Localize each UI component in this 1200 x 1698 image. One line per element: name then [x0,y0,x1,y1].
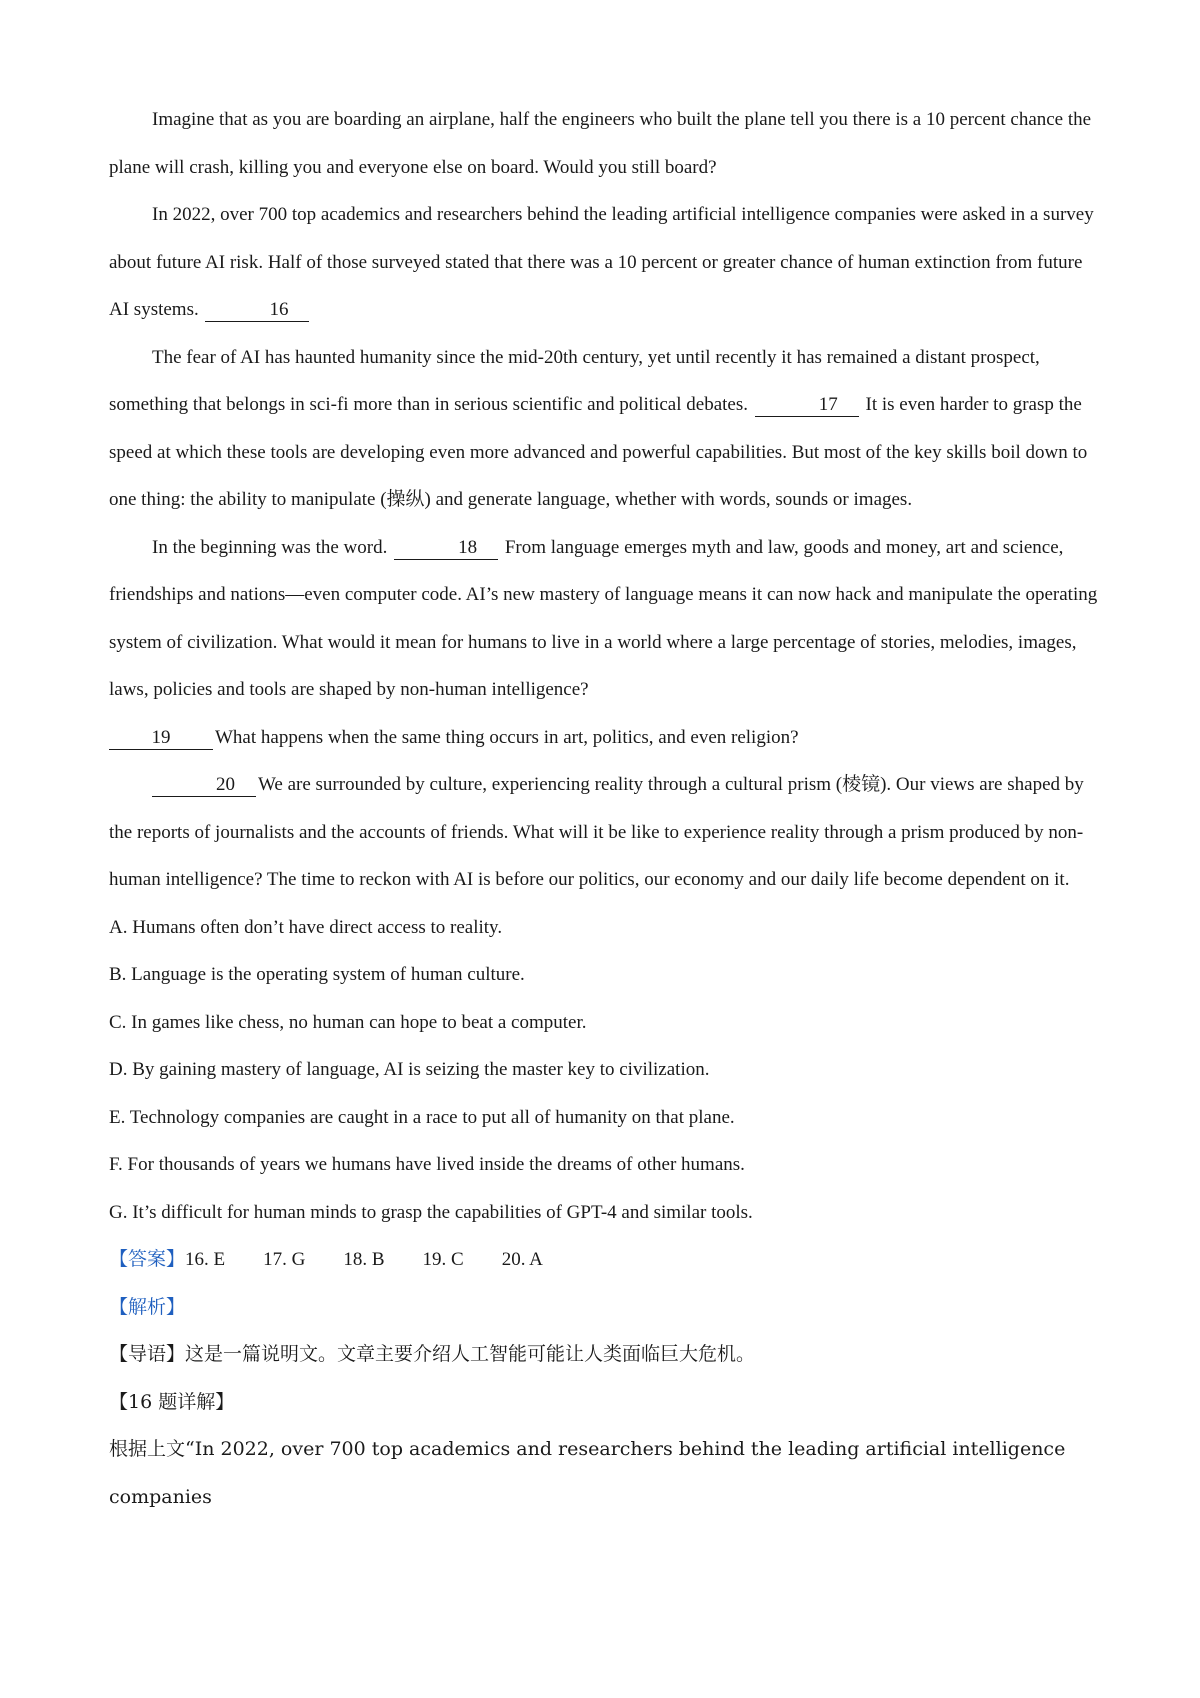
paragraph-4-text-after: From language emerges myth and law, goods and money, art and science, friendships and nations—even computer code. AI’s new mastery of language means it can now hack and manipulate the operating system of civilization. What would it mean for humans to live in a world where a large percentage of stories, melodies, images, laws, policies and tools are shaped by non-human intelligence? [109,536,1098,700]
analysis-label: 【解析】 [109,1295,186,1318]
answer-item-19: 19. C [422,1249,464,1270]
option-a: A. Humans often don’t have direct access to reality. [109,916,503,938]
option-g: G. It’s difficult for human minds to grasp the capabilities of GPT-4 and similar tools. [109,1201,753,1223]
passage-paragraph-2 [109,191,1101,334]
answer-item-20: 20. A [501,1249,543,1270]
option-e: E. Technology companies are caught in a race to put all of humanity on that plane. [109,1106,735,1128]
analysis-heading [109,1284,1101,1332]
option-c: C. In games like chess, no human can hope to beat a computer. [109,1011,587,1033]
answer-row [109,1236,1101,1284]
document-content [109,96,1101,1521]
paragraph-5-text: What happens when the same thing occurs in art, politics, and even religion? [215,726,799,748]
option-b: B. Language is the operating system of human culture. [109,964,525,985]
paragraph-2-text: In 2022, over 700 top academics and researchers behind the leading artificial intelligence companies were asked in a survey about future AI risk. Half of those surveyed stated that there was a 10 percent or greater chance of human extinction from future AI systems. [109,204,1094,320]
option-d: D. By gaining mastery of language, AI is seizing the master key to civilization. [109,1059,710,1080]
blank-20: 20 [152,774,256,797]
blank-16: 16 [205,299,309,322]
answer-item-18: 18. B [343,1249,385,1270]
detail-16-heading: 【16 题详解】 [109,1390,235,1413]
passage-paragraph-4 [109,524,1101,714]
paragraph-6-text: We are surrounded by culture, experiencing reality through a cultural prism (棱镜). Our views are shaped by the reports of journalists and the accounts of friends. What will it be like to experience reality through a prism produced by non-human intelligence? The time to reckon with AI is before our politics, our economy and our daily life become dependent on it. [109,774,1084,890]
paragraph-4-text-before: In the beginning was the word. [152,536,388,558]
guide-text: 【导语】这是一篇说明文。文章主要介绍人工智能可能让人类面临巨大危机。 [109,1343,756,1365]
blank-19: 19 [109,727,213,750]
answer-item-17: 17. G [263,1249,306,1270]
answer-item-16: 16. E [185,1249,226,1270]
option-f: F. For thousands of years we humans have lived inside the dreams of other humans. [109,1154,745,1175]
detail-16-text: 根据上文“In 2022, over 700 top academics and researchers behind the leading artificial intelligence companies [109,1438,1066,1508]
options-list [109,904,1101,1237]
blank-17: 17 [755,394,859,417]
passage-paragraph-5 [109,714,1101,762]
passage-paragraph-1: Imagine that as you are boarding an airplane, half the engineers who built the plane tell you there is a 10 percent chance the plane will crash, killing you and everyone else on board. Would you still board? [109,109,1092,178]
blank-18: 18 [394,537,498,560]
passage-paragraph-3 [109,334,1101,524]
paragraph-3-text-after: It is even harder to grasp the speed at which these tools are developing even more advanced and powerful capabilities. But most of the key skills boil down to one thing: the ability to manipulate (操纵) and generate language, whether with words, sounds or images. [109,394,1088,510]
paragraph-3-text-before: The fear of AI has haunted humanity since the mid-20th century, yet until recently it has remained a distant prospect, something that belongs in sci-fi more than in serious scientific and political debates. [109,346,1040,415]
passage-paragraph-6 [109,761,1101,904]
answer-label: 【答案】 [109,1248,186,1270]
